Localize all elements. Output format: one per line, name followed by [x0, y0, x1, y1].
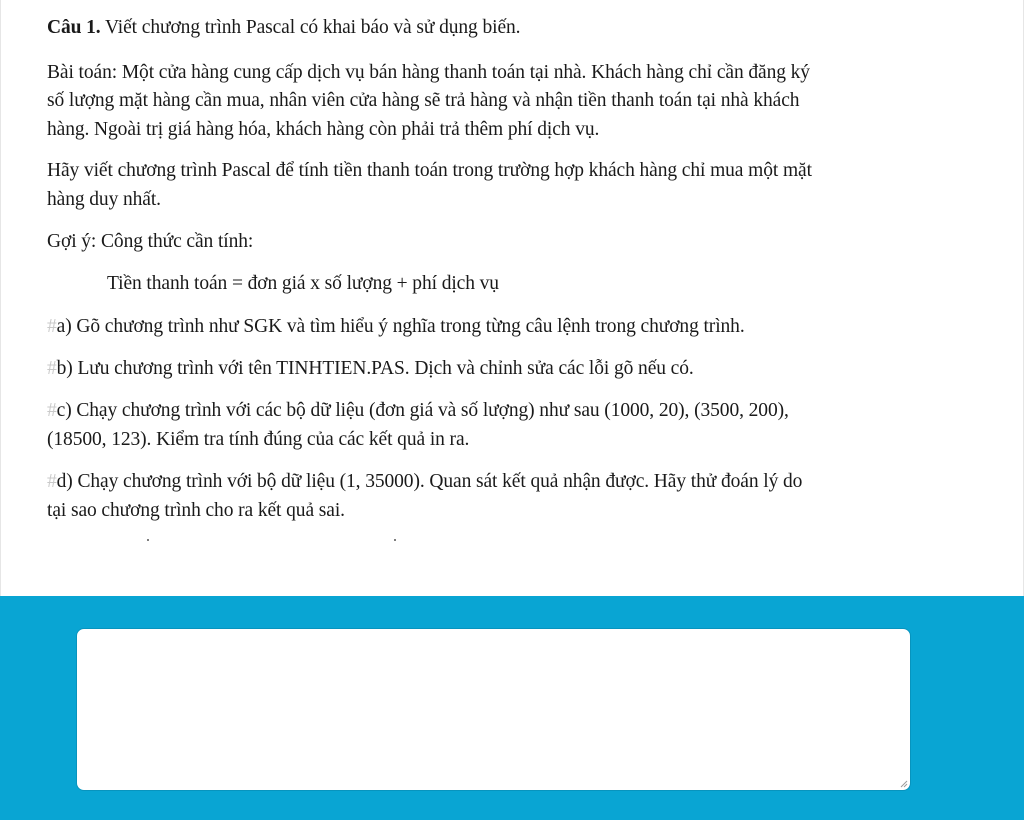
task-line: hàng duy nhất. [47, 189, 161, 210]
problem-line: số lượng mặt hàng cần mua, nhân viên cửa hàng sẽ trả hàng và nhận tiền thanh toán tại nhà khách [47, 90, 800, 111]
hash-mark: # [47, 471, 57, 492]
question-number: Câu 1. [47, 17, 101, 38]
hash-mark: # [47, 400, 57, 421]
question-title [47, 16, 520, 40]
part-a-text: a) Gõ chương trình như SGK và tìm hiểu ý nghĩa trong từng câu lệnh trong chương trình. [56, 316, 745, 337]
part-a [47, 315, 745, 339]
scan-speck [394, 539, 396, 541]
part-d-continuation: tại sao chương trình cho ra kết quả sai. [47, 500, 345, 521]
problem-line: hàng. Ngoài trị giá hàng hóa, khách hàng còn phải trả thêm phí dịch vụ. [47, 119, 600, 140]
part-d-text: d) Chạy chương trình với bộ dữ liệu (1, 35000). Quan sát kết quả nhận được. Hãy thử đoán lý do [56, 471, 803, 492]
hint-text: Gợi ý: Công thức cần tính: [47, 231, 254, 252]
hash-mark: # [47, 316, 57, 337]
resize-grip-icon[interactable] [900, 780, 908, 788]
part-b [47, 357, 694, 381]
scan-speck [147, 539, 149, 541]
answer-panel [0, 596, 1024, 820]
part-d [47, 470, 802, 494]
part-b-text: b) Lưu chương trình với tên TINHTIEN.PAS. Dịch và chỉnh sửa các lỗi gõ nếu có. [56, 358, 694, 379]
part-c-continuation: (18500, 123). Kiểm tra tính đúng của các kết quả in ra. [47, 429, 470, 450]
task-line: Hãy viết chương trình Pascal để tính tiền thanh toán trong trường hợp khách hàng chỉ mua một mặt [47, 160, 812, 181]
problem-line: Bài toán: Một cửa hàng cung cấp dịch vụ bán hàng thanh toán tại nhà. Khách hàng chỉ cần đăng ký [47, 62, 810, 83]
part-c-text: c) Chạy chương trình với các bộ dữ liệu (đơn giá và số lượng) như sau (1000, 20), (3500, 200), [56, 400, 789, 421]
part-c [47, 399, 789, 423]
question-title-text: Viết chương trình Pascal có khai báo và sử dụng biến. [100, 17, 521, 38]
formula-text: Tiền thanh toán = đơn giá x số lượng + phí dịch vụ [107, 273, 499, 294]
answer-input[interactable] [76, 628, 911, 791]
hash-mark: # [47, 358, 57, 379]
